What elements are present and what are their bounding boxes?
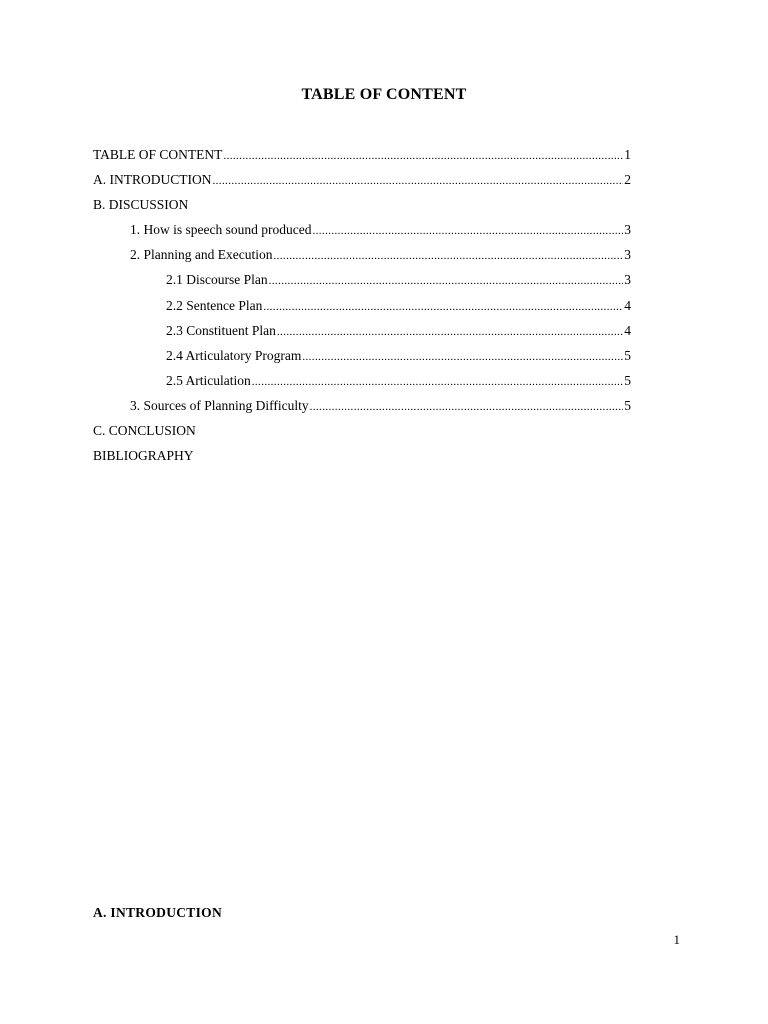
- toc-entry: [93, 296, 631, 321]
- toc-dot-leader: [263, 297, 623, 317]
- toc-entry-label: 1. How is speech sound produced: [130, 222, 312, 238]
- toc-entry-label: 2. Planning and Execution: [130, 247, 273, 263]
- toc-entry: [93, 245, 631, 270]
- toc-entry: [93, 446, 631, 471]
- toc-entry: [93, 145, 631, 170]
- page-title: TABLE OF CONTENT: [301, 86, 467, 103]
- toc-entry-label: 2.3 Constituent Plan: [166, 322, 276, 338]
- toc-entry: [93, 321, 631, 346]
- toc-entry: [93, 195, 631, 220]
- toc-entry: [93, 346, 631, 371]
- toc-entry-label: B. DISCUSSION: [93, 197, 189, 213]
- toc-dot-leader: [312, 221, 623, 241]
- toc-dot-leader: [252, 372, 624, 392]
- toc-entry-label: 2.4 Articulatory Program: [166, 347, 302, 363]
- toc-dot-leader: [213, 171, 624, 191]
- section-heading-introduction: A. INTRODUCTION: [93, 905, 223, 920]
- toc-entry-label: C. CONCLUSION: [93, 423, 196, 439]
- toc-entry: [93, 421, 631, 446]
- toc-entry-page: 3: [624, 222, 631, 238]
- toc-entry: [93, 170, 631, 195]
- toc-entry: [93, 371, 631, 396]
- toc-entry-label: BIBLIOGRAPHY: [93, 448, 194, 464]
- toc-entry-label: TABLE OF CONTENT: [93, 147, 223, 162]
- toc-dot-leader: [302, 347, 623, 367]
- toc-entry-page: 5: [624, 372, 631, 388]
- toc-entry: [93, 220, 631, 245]
- table-of-contents: [93, 145, 631, 471]
- toc-entry-page: 1: [624, 147, 631, 162]
- toc-entry-page: 3: [624, 247, 631, 263]
- toc-dot-leader: [310, 397, 624, 417]
- toc-entry-page: 4: [624, 297, 631, 313]
- toc-entry: [93, 396, 631, 421]
- toc-entry-page: 2: [624, 172, 631, 188]
- toc-dot-leader: [223, 146, 623, 166]
- toc-dot-leader: [273, 246, 623, 266]
- toc-entry-label: 2.2 Sentence Plan: [166, 297, 263, 313]
- toc-dot-leader: [277, 322, 623, 342]
- toc-entry-page: 5: [624, 347, 631, 363]
- toc-entry-page: 3: [624, 272, 631, 288]
- toc-entry-label: 3. Sources of Planning Difficulty: [130, 397, 309, 413]
- toc-dot-leader: [269, 271, 624, 291]
- toc-entry-label: 2.1 Discourse Plan: [166, 272, 268, 288]
- toc-entry-label: 2.5 Articulation: [166, 372, 251, 388]
- toc-entry-page: 4: [624, 322, 631, 338]
- toc-entry-label: A. INTRODUCTION: [93, 172, 212, 188]
- toc-entry-page: 5: [624, 397, 631, 413]
- page-number: 1: [673, 932, 680, 947]
- toc-entry: [93, 270, 631, 295]
